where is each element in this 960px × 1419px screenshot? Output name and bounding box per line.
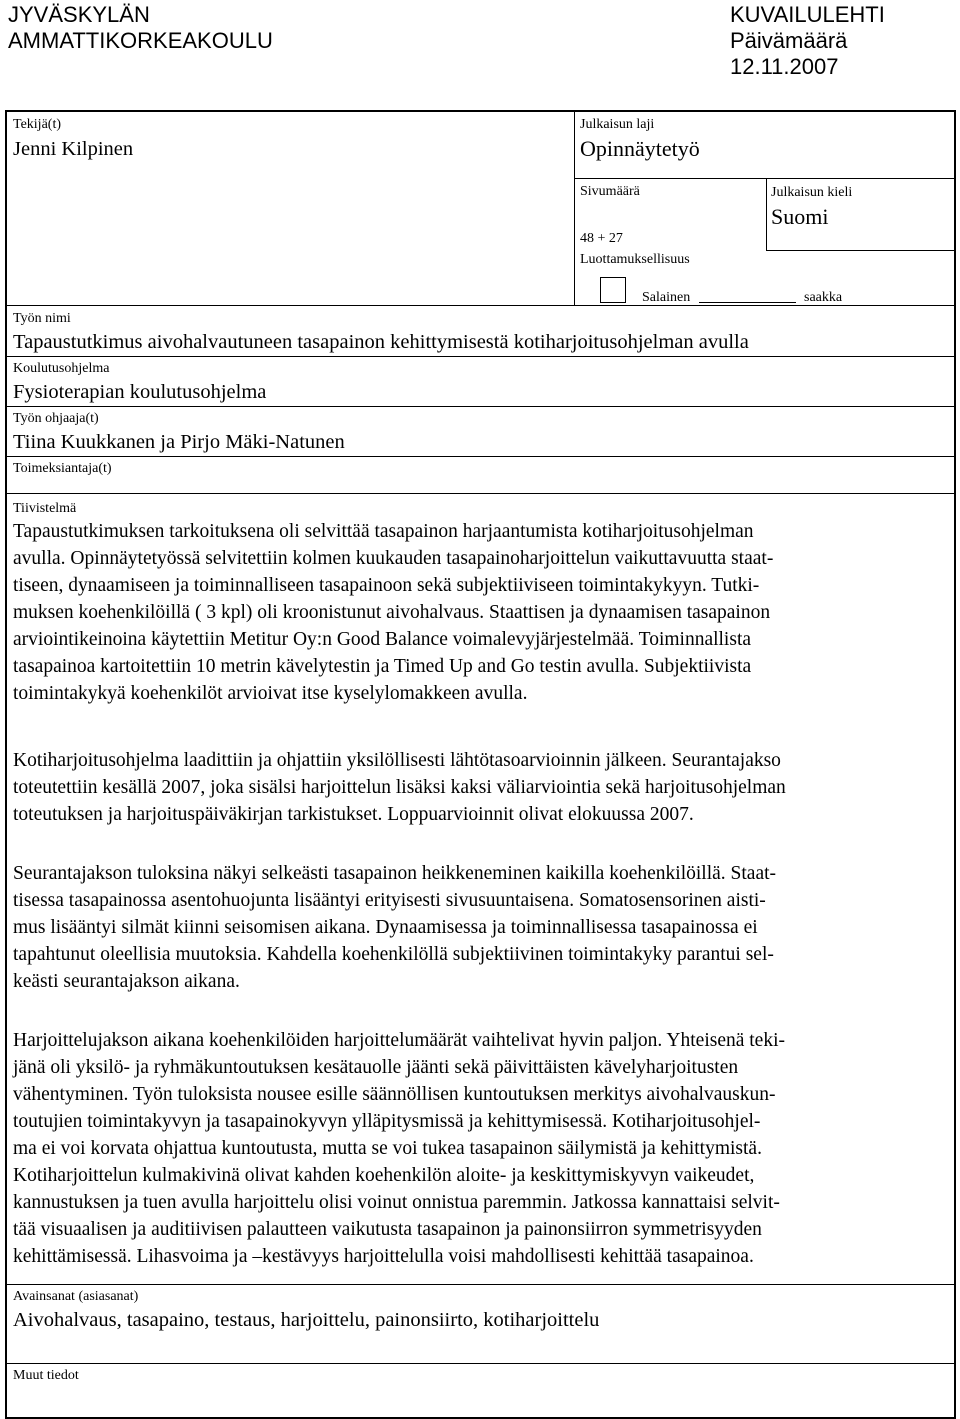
publication-type-label: Julkaisun laji — [580, 117, 655, 132]
confidential-until-line — [699, 302, 796, 303]
abstract-line: kehittämisessä. Lihasvoima ja –kestävyys harjoittelulla voisi mahdollisesti kehittää tasapainoa. — [13, 1246, 754, 1267]
keywords-label: Avainsanat (asiasanat) — [13, 1289, 139, 1304]
abstract-line: toimintakykyä koehenkilöt arvioivat itse kyselylomakkeen avulla. — [13, 683, 528, 704]
abstract-line: Tapaustutkimuksen tarkoituksena oli selvittää tasapainon harjaantumista kotiharjoitusohjelman — [13, 521, 754, 542]
abstract-line: keästi seurantajakson aikana. — [13, 971, 240, 992]
abstract-line: tasapainoa kartoitettiin 10 metrin kävelytestin ja Timed Up and Go testin avulla. Subjektiivista — [13, 656, 752, 677]
title-label: Työn nimi — [13, 311, 71, 326]
language-value: Suomi — [771, 204, 829, 229]
commissioner-label: Toimeksiantaja(t) — [13, 461, 112, 476]
thesis-title: Tapaustutkimus aivohalvautuneen tasapainon kehittymisestä kotiharjoitusohjelman avulla — [13, 331, 749, 353]
abstract-line: Seurantajakson tuloksina näkyi selkeästi tasapainon heikkeneminen kaikilla koehenkilöillä. Staat- — [13, 863, 777, 884]
abstract-line: tiseen, dynaamiseen ja toiminnalliseen tasapainoon sekä subjektiiviseen toimintakykyyn. Tutki- — [13, 575, 760, 596]
date-label: Päivämäärä — [730, 28, 848, 53]
abstract-line: tapahtunut oleellisia muutoksia. Kahdella koehenkilöllä subjektiivinen toimintakyky parantui sel- — [13, 944, 774, 965]
date-value: 12.11.2007 — [730, 54, 839, 79]
confidential-until-label: saakka — [804, 290, 843, 305]
abstract-paragraph-4 — [13, 1027, 949, 1270]
abstract-line: Kotiharjoittelun kulmakivinä olivat kahden koehenkilön aloite- ja keskittymiskyvyn vaikeudet, — [13, 1165, 755, 1186]
organization-line-1: JYVÄSKYLÄN — [8, 2, 150, 27]
abstract-line: toteutuksen ja harjoituspäiväkirjan tarkistukset. Loppuarvioinnit olivat elokuussa 2007. — [13, 804, 694, 825]
abstract-line: mus lisääntyi silmät kiinni seisomisen aikana. Dynaamisessa ja toiminnallisessa tasapainossa ei — [13, 917, 758, 938]
keywords-value: Aivohalvaus, tasapaino, testaus, harjoittelu, painonsiirto, kotiharjoittelu — [13, 1309, 600, 1331]
abstract-paragraph-1 — [13, 518, 949, 707]
confidentiality-label: Luottamuksellisuus — [580, 252, 690, 267]
abstract-line: jänä oli yksilö- ja ryhmäkuntoutuksen kesätauolle jäänti sekä päivittäisten kävelyharjoitusten — [13, 1057, 739, 1078]
author-label: Tekijä(t) — [13, 117, 61, 132]
author-value: Jenni Kilpinen — [13, 138, 134, 160]
abstract-line: tää visuaalisen ja auditiivisen palautteen vaikutusta tasapainon ja painonsiirron symmetrisyyden — [13, 1219, 762, 1240]
abstract-line: arviointikeinoina käytettiin Metitur Oy:n Good Balance voimalevyjärjestelmää. Toiminnallista — [13, 629, 752, 650]
abstract-paragraph-2 — [13, 747, 949, 828]
other-info-label: Muut tiedot — [13, 1368, 79, 1383]
abstract-label: Tiivistelmä — [13, 501, 77, 516]
abstract-line: tisessa tasapainossa asentohuojunta lisääntyi erityisesti sivusuuntaisena. Somatosensorinen aisti- — [13, 890, 766, 911]
organization-name — [8, 2, 273, 54]
abstract-line: toteutettiin kesällä 2007, joka sisälsi harjoittelun lisäksi kaksi väliarviointia sekä harjoitusohjelman — [13, 777, 786, 798]
page-count-value: 48 + 27 — [580, 231, 623, 246]
confidential-label: Salainen — [642, 290, 691, 305]
confidential-checkbox[interactable] — [600, 277, 626, 303]
programme-value: Fysioterapian koulutusohjelma — [13, 381, 267, 403]
abstract-line: Harjoittelujakson aikana koehenkilöiden harjoittelumäärät vaihtelivat hyvin paljon. Yhteisenä teki- — [13, 1030, 785, 1051]
document-type-block — [730, 2, 885, 80]
abstract-line: muksen koehenkilöillä ( 3 kpl) oli kroonistunut aivohalvaus. Staattisen ja dynaamisen tasapainon — [13, 602, 771, 623]
abstract-line: avulla. Opinnäytetyössä selvitettiin kolmen kuukauden tasapainoharjoittelun vaikuttavuutta staat- — [13, 548, 774, 569]
abstract-line: toutujien toimintakyvyn ja tasapainokyvyn ylläpitysmissä ja kehittymisessä. Kotiharjoitusohjel- — [13, 1111, 761, 1132]
programme-label: Koulutusohjelma — [13, 361, 110, 376]
supervisor-label: Työn ohjaaja(t) — [13, 411, 99, 426]
abstract-paragraph-3 — [13, 860, 949, 995]
abstract-line: vähentyminen. Työn tuloksista nousee esille säännöllisen kuntoutuksen merkitys aivohalvauskun- — [13, 1084, 776, 1105]
language-label: Julkaisun kieli — [771, 185, 853, 200]
abstract-line: kannustuksen ja tuen avulla harjoittelu olisi voinut onnistua paremmin. Jatkossa kannattaisi selvit- — [13, 1192, 780, 1213]
document-type: KUVAILULEHTI — [730, 2, 885, 27]
publication-type-value: Opinnäytetyö — [580, 136, 700, 161]
abstract-line: Kotiharjoitusohjelma laadittiin ja ohjattiin yksilöllisesti lähtötasoarvioinnin jälkeen. Seurantajakso — [13, 750, 781, 771]
page-count-label: Sivumäärä — [580, 184, 640, 199]
abstract-line: ma ei voi korvata ohjattua kuntoutusta, mutta se voi tukea tasapainon säilymistä ja kehittymistä. — [13, 1138, 762, 1159]
organization-line-2: AMMATTIKORKEAKOULU — [8, 28, 273, 53]
supervisor-value: Tiina Kuukkanen ja Pirjo Mäki-Natunen — [13, 431, 345, 453]
